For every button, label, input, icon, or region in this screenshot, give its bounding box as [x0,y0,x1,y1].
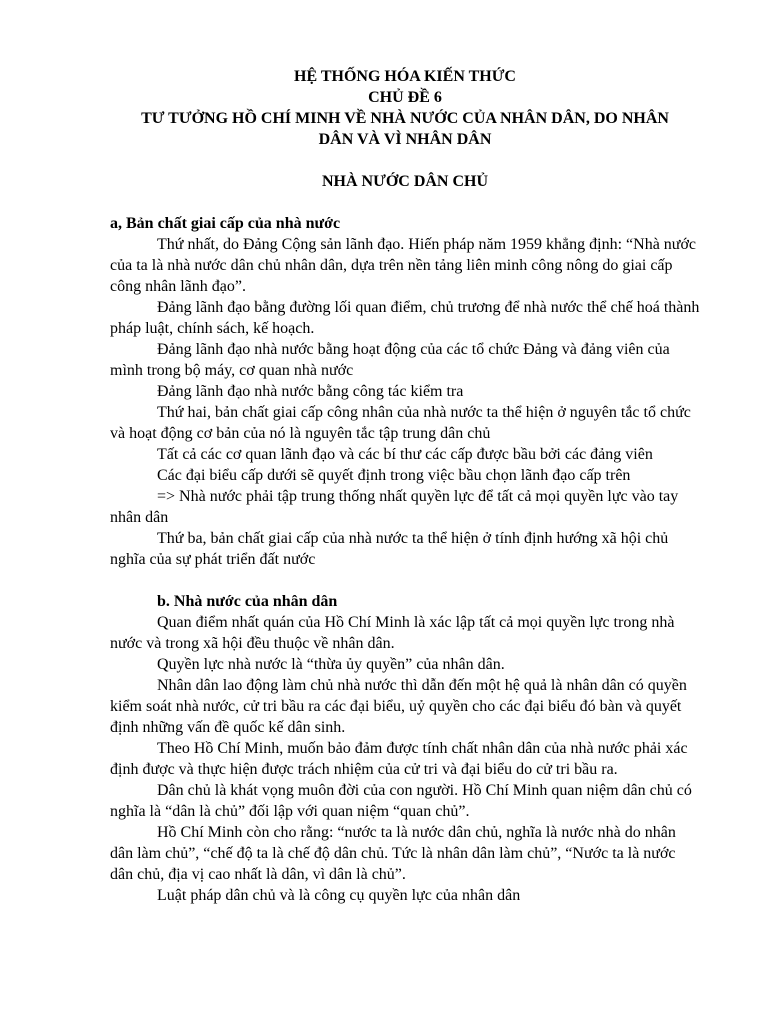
spacer [110,192,700,213]
section-b-paragraph: Nhân dân lao động làm chủ nhà nước thì dẫn đến một hệ quả là nhân dân có quyền kiểm soát nhà nước, cử tri bầu ra các đại biểu, uỷ quyền cho các đại biểu đó bàn và quyết định những vấn đề quốc kế dân sinh. [110,677,687,736]
section-b-paragraph: Hồ Chí Minh còn cho rằng: “nước ta là nước dân chủ, nghĩa là nước nhà do nhân dân làm chủ”, “chế độ ta là chế độ dân chủ. Tức là nhân dân làm chủ”, “Nước ta là nước dân chủ, địa vị cao nhất là dân, vì dân là chủ”. [110,824,676,883]
section-a-paragraph: Đảng lãnh đạo nhà nước bằng hoạt động của các tổ chức Đảng và đảng viên của mình trong bộ máy, cơ quan nhà nước [110,341,670,379]
section-a-paragraph: Đảng lãnh đạo bằng đường lối quan điểm, chủ trương để nhà nước thể chế hoá thành pháp luật, chính sách, kế hoạch. [110,299,700,337]
section-a-heading: a, Bản chất giai cấp của nhà nước [110,215,341,232]
section-a-paragraph: Thứ ba, bản chất giai cấp của nhà nước ta thể hiện ở tính định hướng xã hội chủ nghĩa của sự phát triển đất nước [110,530,669,568]
title-line-1: HỆ THỐNG HÓA KIẾN THỨC [294,68,516,85]
section-a-paragraph: Thứ hai, bản chất giai cấp công nhân của nhà nước ta thể hiện ở nguyên tắc tổ chức và hoạt động cơ bản của nó là nguyên tắc tập trung dân chủ [110,404,691,442]
spacer [110,570,700,591]
section-a-paragraph: Tất cả các cơ quan lãnh đạo và các bí thư các cấp được bầu bởi các đảng viên [157,446,653,463]
section-a-paragraph: Thứ nhất, do Đảng Cộng sản lãnh đạo. Hiến pháp năm 1959 khẳng định: “Nhà nước của ta là nhà nước dân chủ nhân dân, dựa trên nền tảng liên minh công nông do giai cấp công nhân lãnh đạo”. [110,236,697,295]
section-a-paragraph: Đảng lãnh đạo nhà nước bằng công tác kiểm tra [157,383,464,400]
section-b-heading: b. Nhà nước của nhân dân [157,593,338,610]
section-b-paragraph: Theo Hồ Chí Minh, muốn bảo đảm được tính chất nhân dân của nhà nước phải xác định được và thực hiện được trách nhiệm của cử tri và đại biểu do cử tri bầu ra. [110,740,688,778]
document-subtitle: NHÀ NƯỚC DÂN CHỦ [321,173,489,190]
section-a-paragraph: => Nhà nước phải tập trung thống nhất quyền lực để tất cả mọi quyền lực vào tay nhân dân [110,488,679,526]
section-a-paragraph: Các đại biểu cấp dưới sẽ quyết định trong việc bầu chọn lãnh đạo cấp trên [157,467,631,484]
document-title [110,66,700,150]
section-b-paragraph: Dân chủ là khát vọng muôn đời của con người. Hồ Chí Minh quan niệm dân chủ có nghĩa là “dân là chủ” đối lập với quan niệm “quan chủ”. [110,782,692,820]
section-b-paragraph: Quan điểm nhất quán của Hồ Chí Minh là xác lập tất cả mọi quyền lực trong nhà nước và trong xã hội đều thuộc về nhân dân. [110,614,675,652]
document-page [110,66,700,906]
spacer [110,150,700,171]
title-line-2: CHỦ ĐỀ 6 [368,89,442,106]
section-b-paragraph: Luật pháp dân chủ và là công cụ quyền lực của nhân dân [157,887,521,904]
section-b-paragraph: Quyền lực nhà nước là “thừa ủy quyền” của nhân dân. [157,656,505,673]
title-line-3: TƯ TƯỞNG HỒ CHÍ MINH VỀ NHÀ NƯỚC CỦA NHÂN DÂN, DO NHÂN DÂN VÀ VÌ NHÂN DÂN [141,110,669,148]
